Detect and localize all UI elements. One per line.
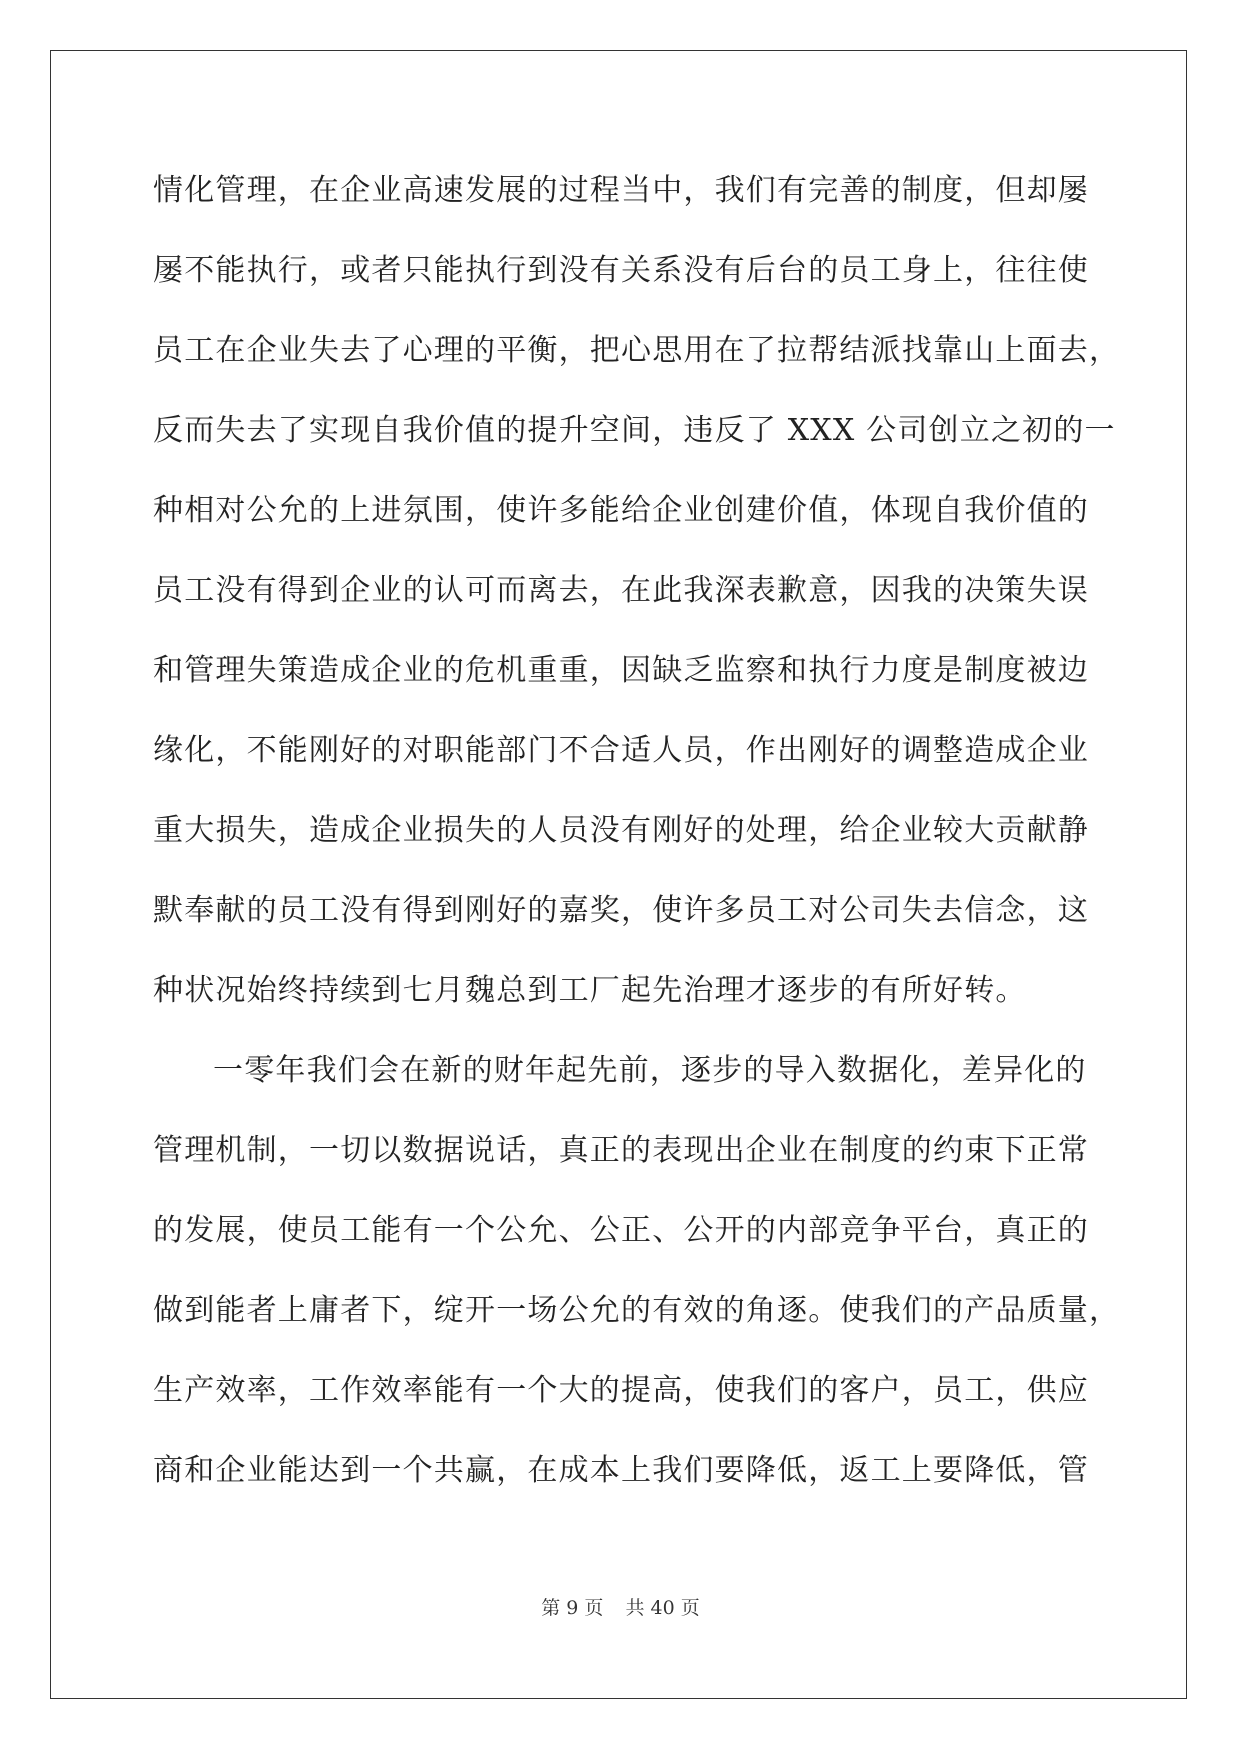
- text-line: 情化管理，在企业高速发展的过程当中，我们有完善的制度，但却屡: [153, 173, 1089, 208]
- text-line: 种状况始终持续到七月魏总到工厂起先治理才逐步的有所好转。: [153, 973, 1027, 1008]
- text-line: 屡不能执行，或者只能执行到没有关系没有后台的员工身上，往往使: [153, 253, 1089, 288]
- text-line: 和管理失策造成企业的危机重重，因缺乏监察和执行力度是制度被边: [153, 653, 1089, 688]
- page-number: 第 9 页: [541, 1597, 604, 1619]
- text-line: 种相对公允的上进氛围，使许多能给企业创建价值，体现自我价值的: [153, 493, 1089, 528]
- document-body: [153, 167, 1121, 1527]
- text-line: 缘化，不能刚好的对职能部门不合适人员，作出刚好的调整造成企业: [153, 733, 1089, 768]
- page-total: 共 40 页: [625, 1597, 700, 1619]
- text-line: 一零年我们会在新的财年起先前，逐步的导入数据化，差异化的: [213, 1053, 1087, 1088]
- text-line: 员工没有得到企业的认可而离去，在此我深表歉意，因我的决策失误: [153, 573, 1089, 608]
- text-line: 重大损失，造成企业损失的人员没有刚好的处理，给企业较大贡献静: [153, 813, 1089, 848]
- text-line: 员工在企业失去了心理的平衡，把心思用在了拉帮结派找靠山上面去，: [153, 333, 1121, 368]
- text-line: 做到能者上庸者下，绽开一场公允的有效的角逐。使我们的产品质量，: [153, 1293, 1121, 1328]
- text-line: 生产效率，工作效率能有一个大的提高，使我们的客户，员工，供应: [153, 1373, 1089, 1408]
- page-footer: [0, 1593, 1241, 1620]
- text-line: 的发展，使员工能有一个公允、公正、公开的内部竞争平台，真正的: [153, 1213, 1089, 1248]
- text-line: 商和企业能达到一个共赢，在成本上我们要降低，返工上要降低，管: [153, 1453, 1089, 1488]
- text-line: 默奉献的员工没有得到刚好的嘉奖，使许多员工对公司失去信念，这: [153, 893, 1089, 928]
- text-line: 管理机制，一切以数据说话，真正的表现出企业在制度的约束下正常: [153, 1133, 1089, 1168]
- text-line: 反而失去了实现自我价值的提升空间，违反了 XXX 公司创立之初的一: [153, 413, 1116, 448]
